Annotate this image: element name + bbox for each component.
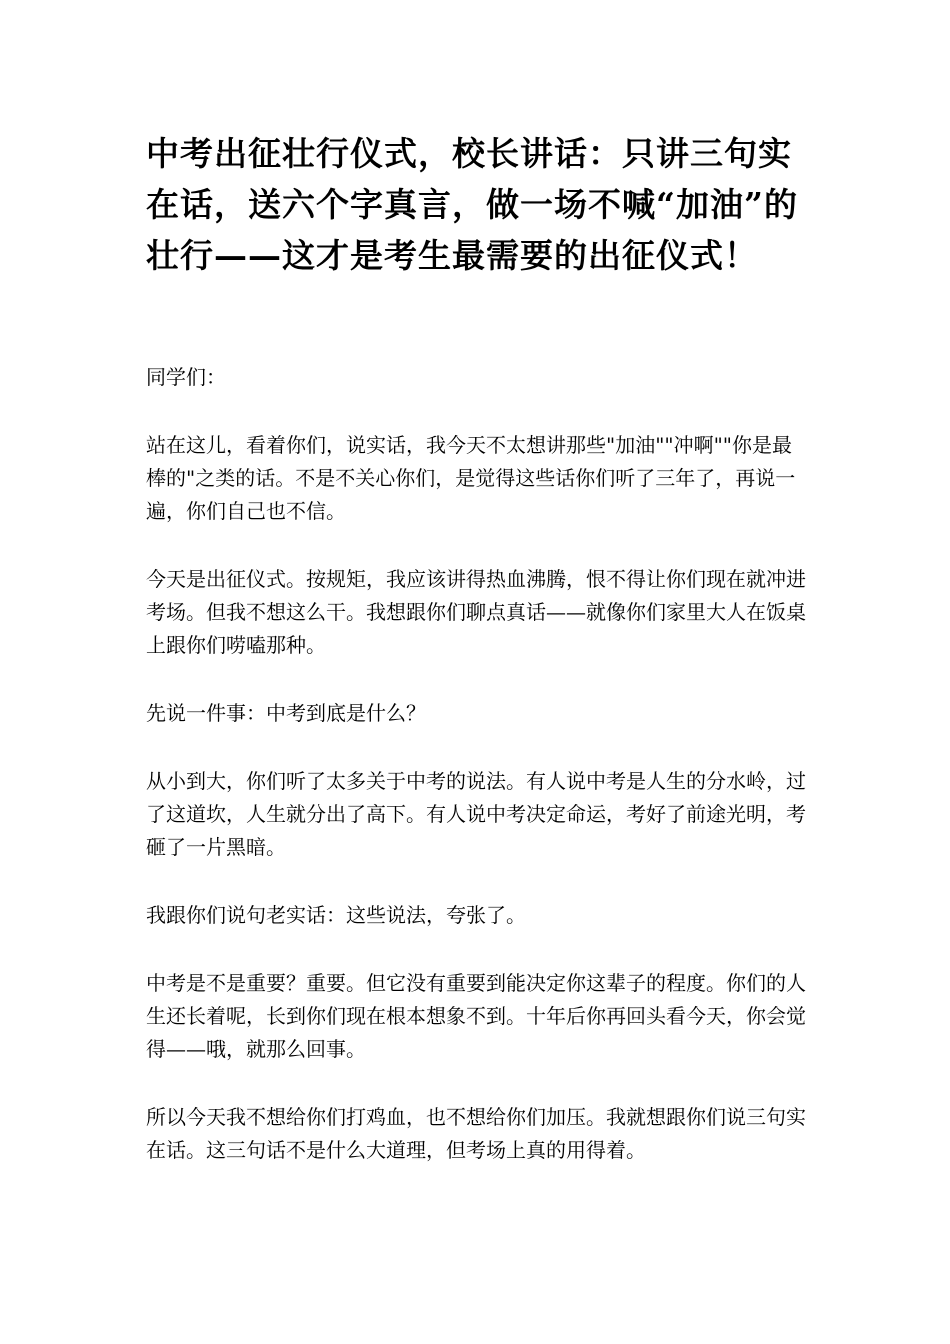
paragraph: 所以今天我不想给你们打鸡血，也不想给你们加压。我就想跟你们说三句实在话。这三句话不是什么大道理，但考场上真的用得着。 — [146, 1105, 806, 1162]
document-content — [146, 128, 806, 1202]
paragraph: 站在这儿，看着你们，说实话，我今天不太想讲那些"加油""冲啊""你是最棒的"之类的话。不是不关心你们，是觉得这些话你们听了三年了，再说一遍，你们自己也不信。 — [146, 433, 796, 523]
paragraph: 从小到大，你们听了太多关于中考的说法。有人说中考是人生的分水岭，过了这道坎，人生就分出了高下。有人说中考决定命运，考好了前途光明，考砸了一片黑暗。 — [146, 769, 806, 859]
paragraph: 今天是出征仪式。按规矩，我应该讲得热血沸腾，恨不得让你们现在就冲进考场。但我不想这么干。我想跟你们聊点真话——就像你们家里大人在饭桌上跟你们唠嗑那种。 — [146, 567, 806, 657]
paragraph: 先说一件事：中考到底是什么？ — [146, 701, 426, 725]
document-body — [146, 361, 806, 1167]
paragraph-greeting: 同学们： — [146, 365, 226, 389]
paragraph: 我跟你们说句老实话：这些说法，夸张了。 — [146, 903, 526, 927]
document-title: 中考出征壮行仪式，校长讲话：只讲三句实在话，送六个字真言，做一场不喊“加油”的壮行——这才是考生最需要的出征仪式！ — [146, 134, 798, 275]
paragraph: 中考是不是重要？重要。但它没有重要到能决定你这辈子的程度。你们的人生还长着呢，长到你们现在根本想象不到。十年后你再回头看今天，你会觉得——哦，就那么回事。 — [146, 971, 806, 1061]
